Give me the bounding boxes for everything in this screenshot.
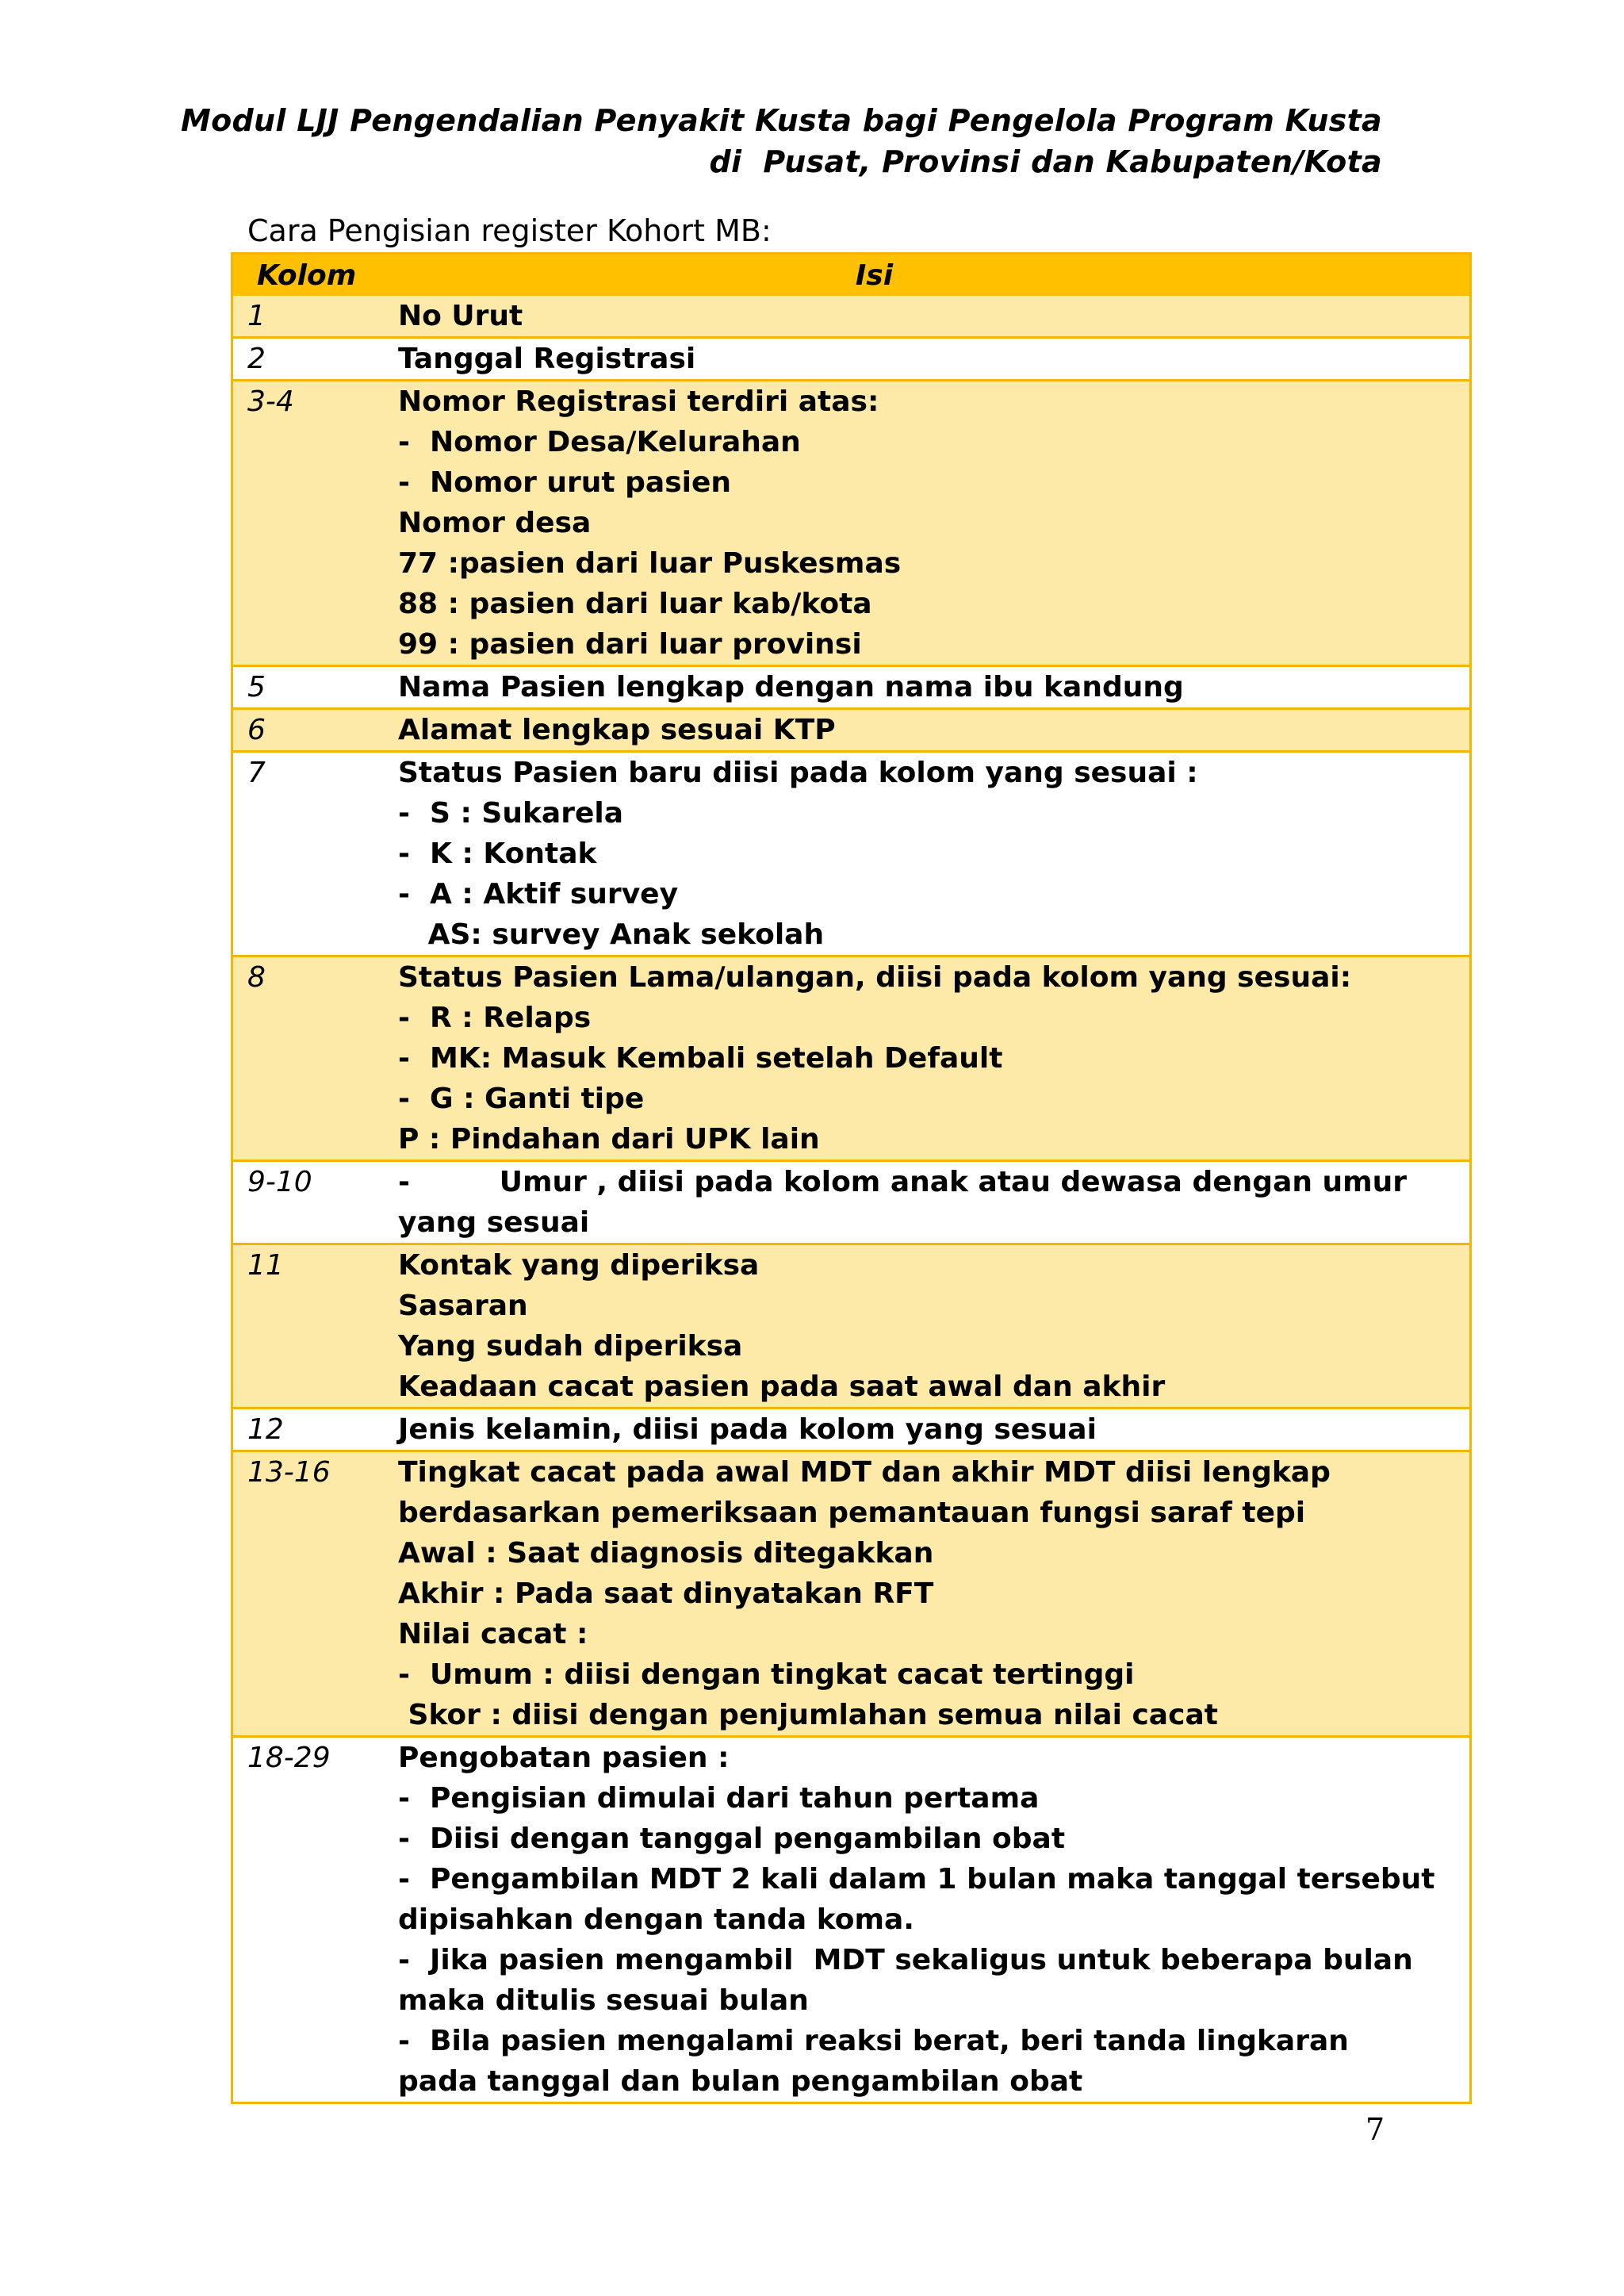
table-row <box>233 1450 1469 1735</box>
isi-line: - MK: Masuk Kembali setelah Default <box>398 1042 1003 1075</box>
isi-cell <box>398 667 1469 707</box>
page-header <box>181 100 1382 182</box>
isi-line: Nomor desa <box>398 507 592 539</box>
kolom-cell: 1 <box>247 300 266 332</box>
isi-line: 99 : pasien dari luar provinsi <box>398 628 862 661</box>
isi-cell <box>398 1245 1469 1407</box>
isi-line: - Nomor urut pasien <box>398 466 732 499</box>
isi-cell <box>398 753 1469 955</box>
isi-cell <box>398 1162 1469 1243</box>
isi-line: pada tanggal dan bulan pengambilan obat <box>398 2065 1083 2098</box>
table-row <box>233 750 1469 955</box>
kolom-cell: 3-4 <box>247 385 294 418</box>
isi-line: maka ditulis sesuai bulan <box>398 1984 809 2017</box>
isi-line: yang sesuai <box>398 1206 590 1239</box>
isi-line: - Jika pasien mengambil MDT sekaligus untuk beberapa bulan <box>398 1944 1413 1976</box>
isi-line: - R : Relaps <box>398 1002 592 1034</box>
isi-line: Nomor Registrasi terdiri atas: <box>398 385 879 418</box>
table-row <box>233 1243 1469 1407</box>
header-line-2: di Pusat, Provinsi dan Kabupaten/Kota <box>709 144 1382 179</box>
isi-line: Kontak yang diperiksa <box>398 1249 760 1282</box>
isi-line: - Diisi dengan tanggal pengambilan obat <box>398 1823 1066 1855</box>
isi-line: AS: survey Anak sekolah <box>398 918 825 951</box>
isi-line: Keadaan cacat pasien pada saat awal dan akhir <box>398 1370 1166 1403</box>
table-row <box>233 665 1469 707</box>
isi-cell <box>398 339 1469 379</box>
isi-line: - Bila pasien mengalami reaksi berat, beri tanda lingkaran <box>398 2025 1349 2057</box>
isi-line: dipisahkan dengan tanda koma. <box>398 1903 914 1936</box>
table-row <box>233 379 1469 665</box>
isi-cell <box>398 381 1469 665</box>
table-row <box>233 955 1469 1159</box>
isi-line: No Urut <box>398 300 523 332</box>
isi-cell <box>398 710 1469 750</box>
kolom-cell: 2 <box>247 343 266 375</box>
kolom-cell: 8 <box>247 961 266 994</box>
page-number: 7 <box>1365 2112 1385 2147</box>
isi-line: Alamat lengkap sesuai KTP <box>398 714 836 746</box>
isi-line: - Umum : diisi dengan tingkat cacat tertinggi <box>398 1658 1135 1691</box>
isi-line: Yang sudah diperiksa <box>398 1330 743 1363</box>
kolom-cell: 5 <box>247 671 266 703</box>
isi-line: Status Pasien baru diisi pada kolom yang sesuai : <box>398 757 1198 789</box>
isi-line: Nilai cacat : <box>398 1618 588 1650</box>
table-body <box>233 296 1469 2102</box>
isi-line: Pengobatan pasien : <box>398 1742 730 1774</box>
isi-cell <box>398 1452 1469 1735</box>
isi-line: Tanggal Registrasi <box>398 343 696 375</box>
isi-line: - G : Ganti tipe <box>398 1083 645 1115</box>
table-row <box>233 707 1469 750</box>
isi-line: Tingkat cacat pada awal MDT dan akhir MDT diisi lengkap <box>398 1456 1331 1489</box>
kolom-cell: 9-10 <box>247 1166 312 1198</box>
isi-line: 88 : pasien dari luar kab/kota <box>398 588 872 620</box>
isi-line: - Nomor Desa/Kelurahan <box>398 426 801 458</box>
isi-line: - Pengisian dimulai dari tahun pertama <box>398 1782 1040 1815</box>
kohort-mb-table <box>231 252 1472 2104</box>
kolom-cell: 13-16 <box>247 1456 331 1489</box>
isi-line: - K : Kontak <box>398 838 597 870</box>
isi-cell <box>398 1738 1469 2102</box>
isi-cell <box>398 957 1469 1159</box>
isi-line: Status Pasien Lama/ulangan, diisi pada kolom yang sesuai: <box>398 961 1352 994</box>
isi-line: Nama Pasien lengkap dengan nama ibu kandung <box>398 671 1184 703</box>
table-caption: Cara Pengisian register Kohort MB: <box>247 213 772 248</box>
kolom-cell: 11 <box>247 1249 284 1282</box>
isi-line: Skor : diisi dengan penjumlahan semua nilai cacat <box>398 1699 1218 1731</box>
header-kolom: Kolom <box>257 259 357 292</box>
isi-line: - Umur , diisi pada kolom anak atau dewasa dengan umur <box>398 1166 1408 1198</box>
kolom-cell: 7 <box>247 757 266 789</box>
header-isi: Isi <box>855 259 894 292</box>
table-row <box>233 1159 1469 1243</box>
isi-line: Sasaran <box>398 1290 528 1322</box>
isi-line: Jenis kelamin, diisi pada kolom yang sesuai <box>398 1413 1097 1446</box>
table-row <box>233 336 1469 379</box>
header-line-1: Modul LJJ Pengendalian Penyakit Kusta bagi Pengelola Program Kusta <box>180 103 1382 138</box>
isi-line: 77 :pasien dari luar Puskesmas <box>398 547 902 580</box>
isi-line: - Pengambilan MDT 2 kali dalam 1 bulan maka tanggal tersebut <box>398 1863 1435 1895</box>
isi-cell <box>398 296 1469 336</box>
isi-line: Awal : Saat diagnosis ditegakkan <box>398 1537 934 1570</box>
table-header-row <box>233 255 1469 296</box>
isi-cell <box>398 1409 1469 1450</box>
kolom-cell: 18-29 <box>247 1742 331 1774</box>
isi-line: - S : Sukarela <box>398 797 623 830</box>
isi-line: - A : Aktif survey <box>398 878 679 910</box>
kolom-cell: 12 <box>247 1413 284 1446</box>
isi-line: Akhir : Pada saat dinyatakan RFT <box>398 1577 934 1610</box>
table-row <box>233 1407 1469 1450</box>
kolom-cell: 6 <box>247 714 266 746</box>
table-row <box>233 1735 1469 2102</box>
table-row <box>233 296 1469 336</box>
isi-line: berdasarkan pemeriksaan pemantauan fungsi saraf tepi <box>398 1497 1306 1529</box>
isi-line: P : Pindahan dari UPK lain <box>398 1123 820 1156</box>
